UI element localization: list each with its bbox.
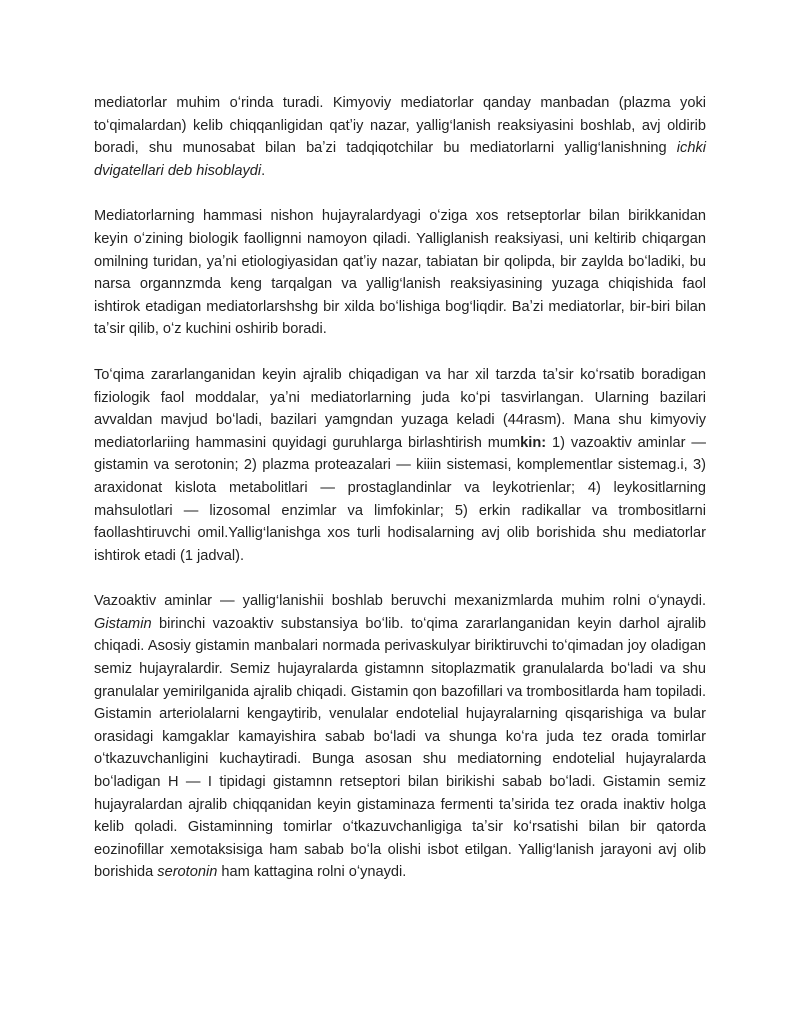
paragraph-4-italic-serotonin: serotonin (157, 864, 218, 881)
paragraph-4-italic-gistamin: Gistamin (94, 615, 152, 632)
paragraph-4-text: Vazoaktiv aminlar — yallig‘lanishii boshlab beruvchi mexanizmlarda muhim rolni oʻynaydi. (94, 593, 706, 610)
paragraph-1-end: . (261, 162, 266, 179)
paragraph-2 (94, 205, 706, 341)
paragraph-3-text: Toʻqima zararlanganidan keyin ajralib chiqadigan va har xil tarzda taʼsir koʻrsatib boradigan fiziologik faol moddalar, yaʼni mediatorlarning juda koʻpi tasvirlangan. Ularning bazilari avvaldan mavjud boʻladi, bazilari yamgndan yuzaga keladi (44rasm). Mana shu kimyoviy mediatorlariing hammasini quyidagi guruhlarga birlashtirish mum (94, 366, 706, 451)
paragraph-3 (94, 364, 706, 567)
paragraph-3-bold: kin: (520, 434, 547, 451)
paragraph-2-text: Mediatorlarning hammasi nishon hujayralardyagi oʻziga xos retseptorlar bilan birikkanidan keyin oʻzining biologik faollignni namoyon qiladi. Yalliglanish reaksiyasi, uni keltirib chiqargan omilning turidan, yaʼni etiologiyasidan qatʼiy nazar, tabiatan bir qolipda, bir zaylda boʻladiki, bu narsa organnzmda keng tarqalgan va yallig‘lanish reaksiyasining yuzaga chiqishida faol ishtirok etadigan mediatorlarshshg bir xilda boʻlishiga bog‘liqdir. Baʼzi mediatorlar, bir-biri bilan taʼsir qilib, oʻz kuchini oshirib boradi. (94, 208, 706, 338)
paragraph-1-italic: ichki dvigatellari deb hisoblaydi (94, 140, 706, 179)
paragraph-4 (94, 590, 706, 884)
paragraph-1 (94, 92, 706, 182)
paragraph-4-body: birinchi vazoaktiv substansiya boʻlib. toʻqima zararlanganidan keyin darhol ajralib chiqadi. Asosiy gistamin manbalari normada perivaskulyar biriktiruvchi toʻqimadan joy oladigan semiz hujayralardir. Semiz hujayralarda gistamnn sitoplazmatik granulalarda boʻladi va shu granulalar yemirilganida ajralib chiqadi. Gistamin qon bazofillari va trombositlarda ham topiladi. Gistamin arteriolalarni kengaytirib, venulalar endotelial hujayralarning qisqarishiga va bular orasidagi kamgaklar kamayishira sabab boʻladi va shunga koʻra juda tez orada tomirlar oʻtkazuvchanligini kuchaytiradi. Bunga asosan shu mediatorning endotelial hujayralarda boʻladigan H — I tipidagi gistamnn retseptori bilan birikishi sabab boʻladi. Gistamin semiz hujayralardan ajralib chiqqanidan keyin gistaminaza fermenti taʼsirida tez orada inaktiv holga kelib qoladi. Gistaminning tomirlar oʻtkazuvchanligiga taʼsir koʻrsatishi bilan bir qatorda eozinofillar xemotaksisiga ham sabab boʻla olishi isbot etilgan. Yallig‘lanish jarayoni avj olib borishida (94, 615, 706, 881)
paragraph-3-list: 1) vazoaktiv aminlar — gistamin va serotonin; 2) plazma proteazalari — kiiin sistemasi, komplementlar sistemag.i, 3) araxidonat kislota metabolitlari — prostaglandinlar va leykotrienlar; 4) leykositlarning mahsulotlari — lizosomal enzimlar va limfokinlar; 5) erkin radikallar va trombositlarni faollashtiruvchi omil.Yallig‘lanishga xos turli hodisalarning avj olib borishida shu mediatorlar ishtirok etadi (1 jadval). (94, 434, 706, 564)
document-page (94, 92, 706, 907)
paragraph-1-text: mediatorlar muhim oʻrinda turadi. Kimyoviy mediatorlar qanday manbadan (plazma yoki toʻqimalardan) kelib chiqqanligidan qatʼiy nazar, yallig‘lanish reaksiyasini boshlab, avj oldirib boradi, shu munosabat bilan baʼzi tadqiqotchilar bu mediatorlarni yallig‘lanishning (94, 95, 706, 157)
paragraph-4-end: ham kattagina rolni oʻynaydi. (217, 864, 407, 881)
